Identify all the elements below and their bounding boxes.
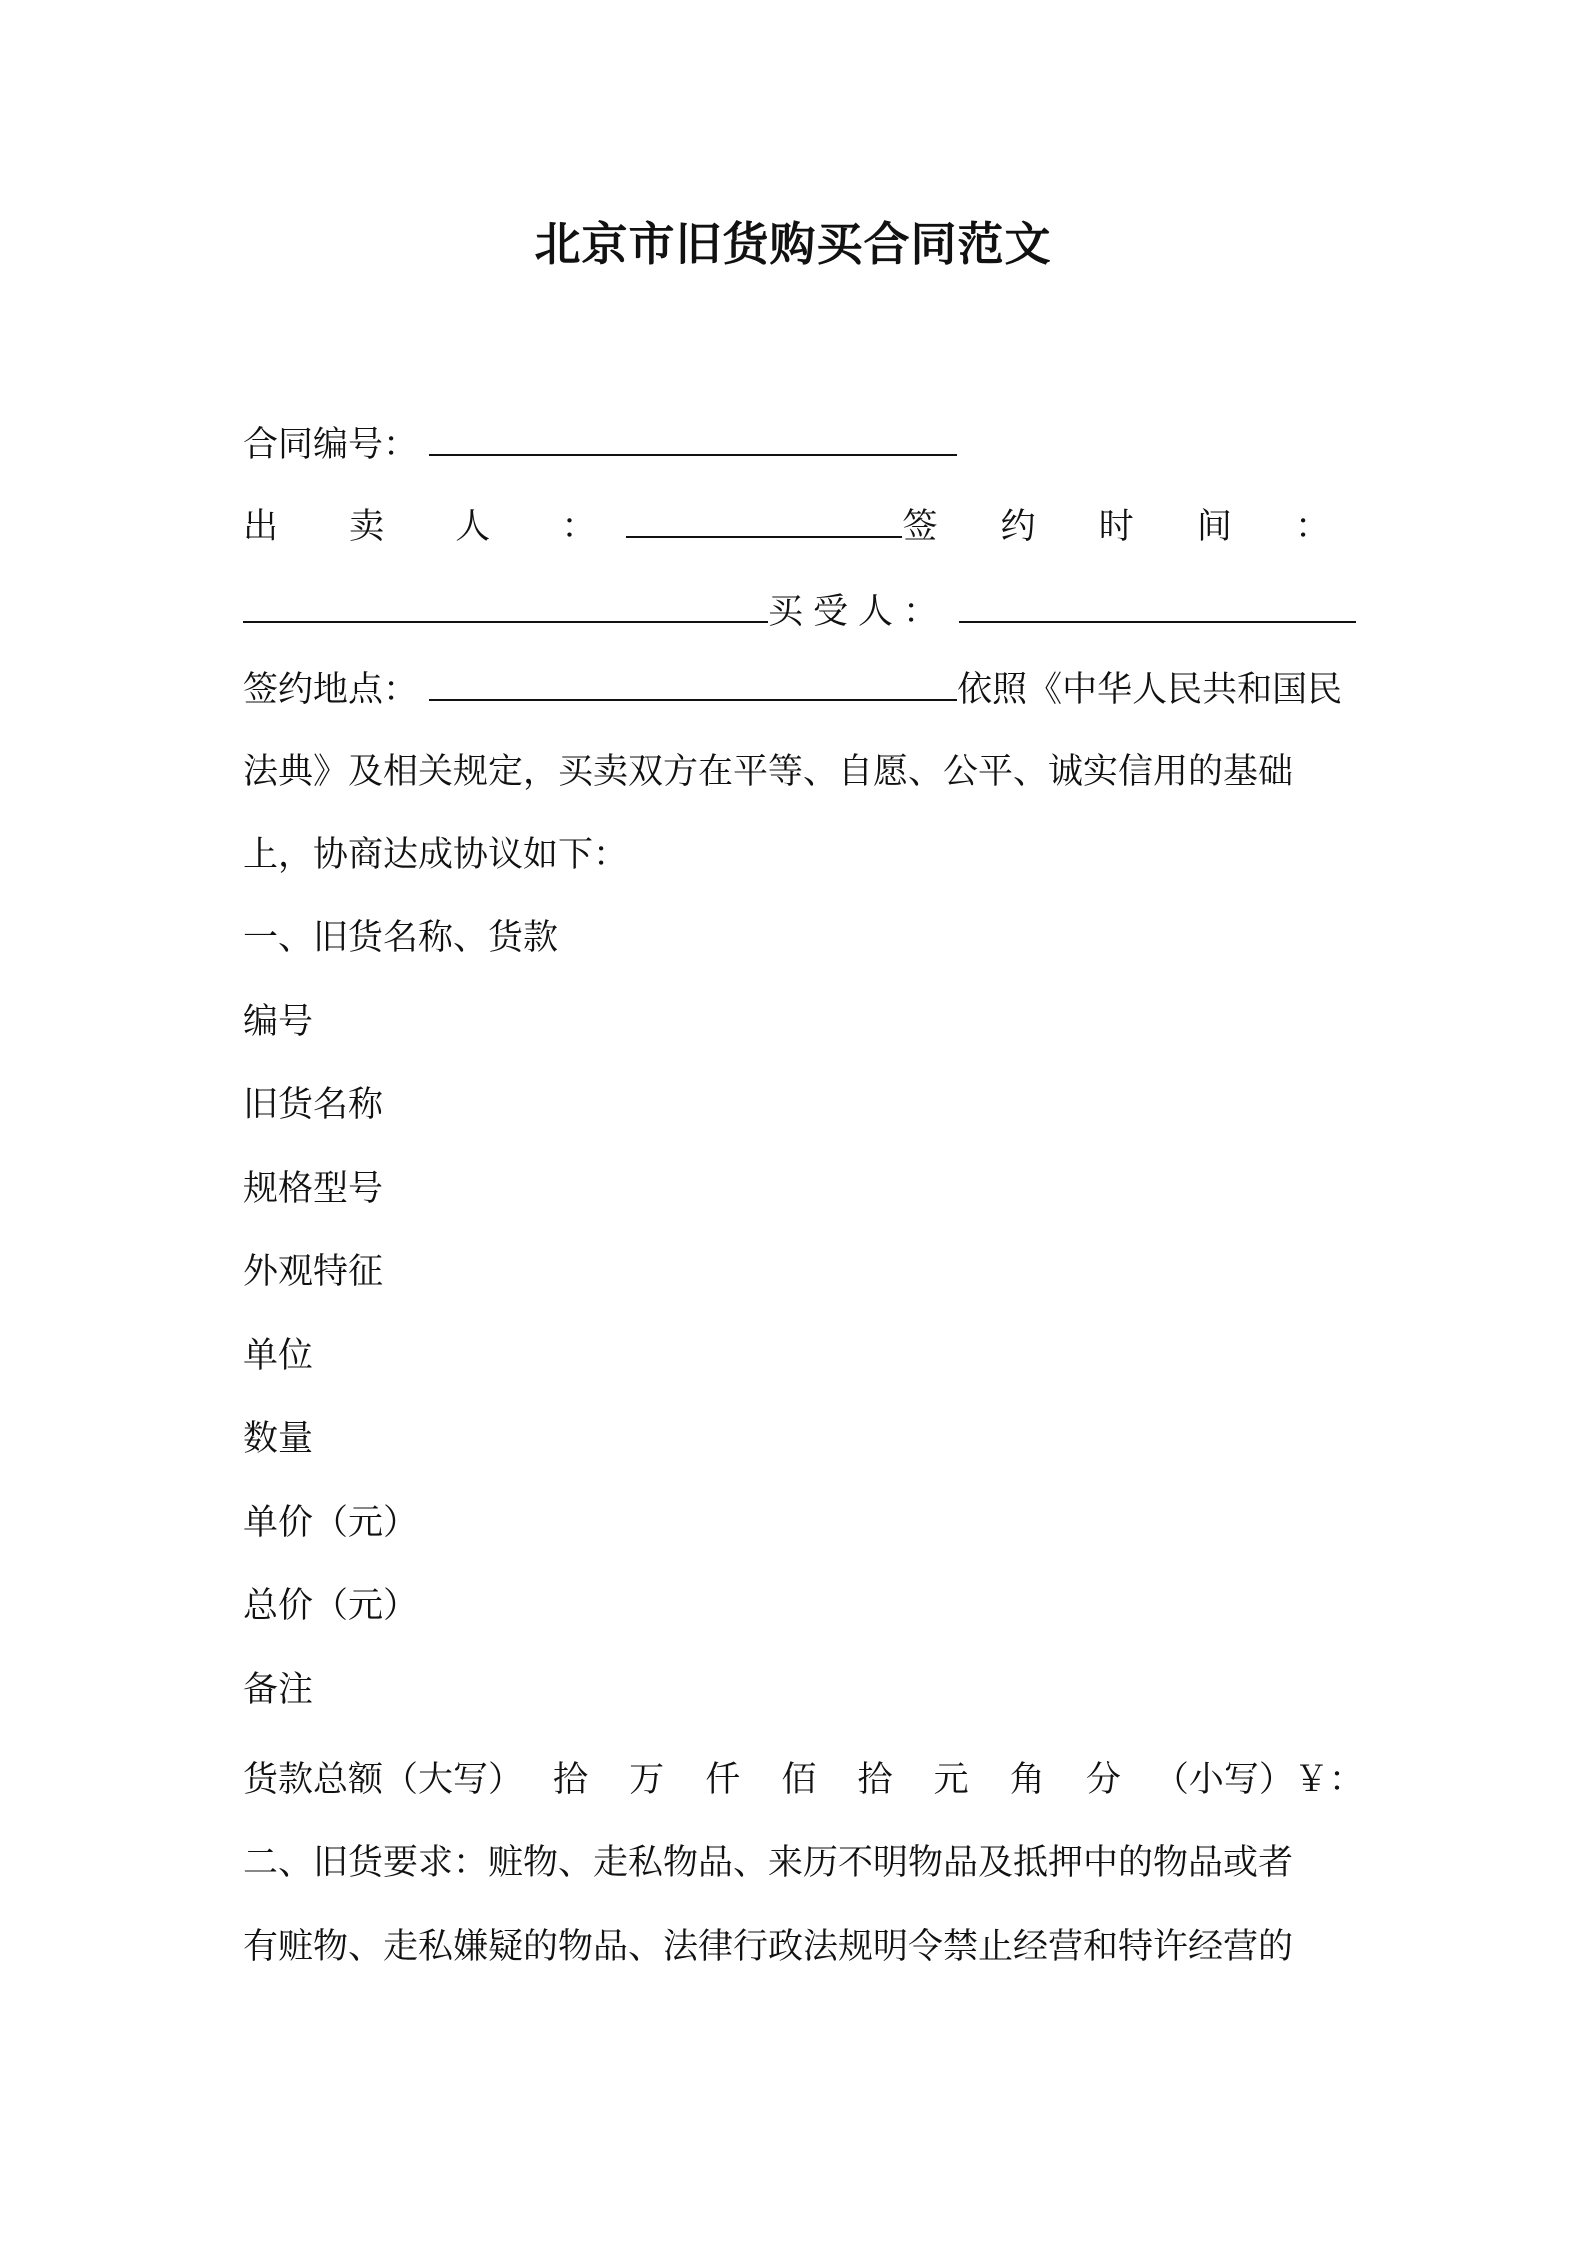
total-amount-small-label: （小写）￥： [1153, 1760, 1364, 1800]
buyer-label: 买受人： [768, 592, 949, 632]
section-one-heading: 一、旧货名称、货款 [243, 918, 559, 958]
item-label: 旧货名称 [243, 1085, 384, 1125]
item-label: 外观特征 [243, 1252, 384, 1292]
item-label: 数量 [243, 1419, 314, 1459]
sign-place-line [243, 663, 1356, 715]
item-label: 单价（元） [243, 1503, 419, 1543]
sign-time-label: 签 约 时 间 ： [902, 507, 1356, 547]
sign-time-blank[interactable] [243, 585, 768, 623]
contract-number-line [243, 418, 1356, 470]
sign-place-blank[interactable] [429, 663, 957, 701]
seller-blank[interactable] [626, 500, 902, 538]
item-label: 单位 [243, 1336, 314, 1376]
item-label: 编号 [243, 1002, 314, 1042]
contract-number-label: 合同编号： [243, 425, 419, 465]
sign-place-tail: 依照《中华人民共和国民 [957, 670, 1343, 710]
section-two-line: 二、旧货要求：赃物、走私物品、来历不明物品及抵押中的物品或者 [243, 1843, 1294, 1883]
item-label: 总价（元） [243, 1586, 419, 1626]
total-amount-units: 拾 万 仟 佰 拾 元 角 分 [553, 1760, 1136, 1800]
total-amount-line [243, 1755, 1364, 1805]
item-label: 备注 [243, 1670, 314, 1710]
contract-number-blank[interactable] [429, 418, 957, 456]
document-title: 北京市旧货购买合同范文 [534, 217, 1052, 271]
buyer-blank[interactable] [959, 585, 1356, 623]
seller-line [243, 500, 1356, 552]
section-two-line: 有赃物、走私嫌疑的物品、法律行政法规明令禁止经营和特许经营的 [243, 1927, 1294, 1967]
buyer-line [243, 585, 1356, 637]
seller-label: 出 卖 人 ： [243, 507, 627, 547]
body-paragraph-line: 法典》及相关规定，买卖双方在平等、自愿、公平、诚实信用的基础 [243, 752, 1294, 792]
item-label: 规格型号 [243, 1169, 384, 1209]
body-paragraph-line: 上，协商达成协议如下： [243, 835, 629, 875]
total-amount-label: 货款总额（大写） [243, 1760, 524, 1800]
sign-place-label: 签约地点： [243, 670, 419, 710]
